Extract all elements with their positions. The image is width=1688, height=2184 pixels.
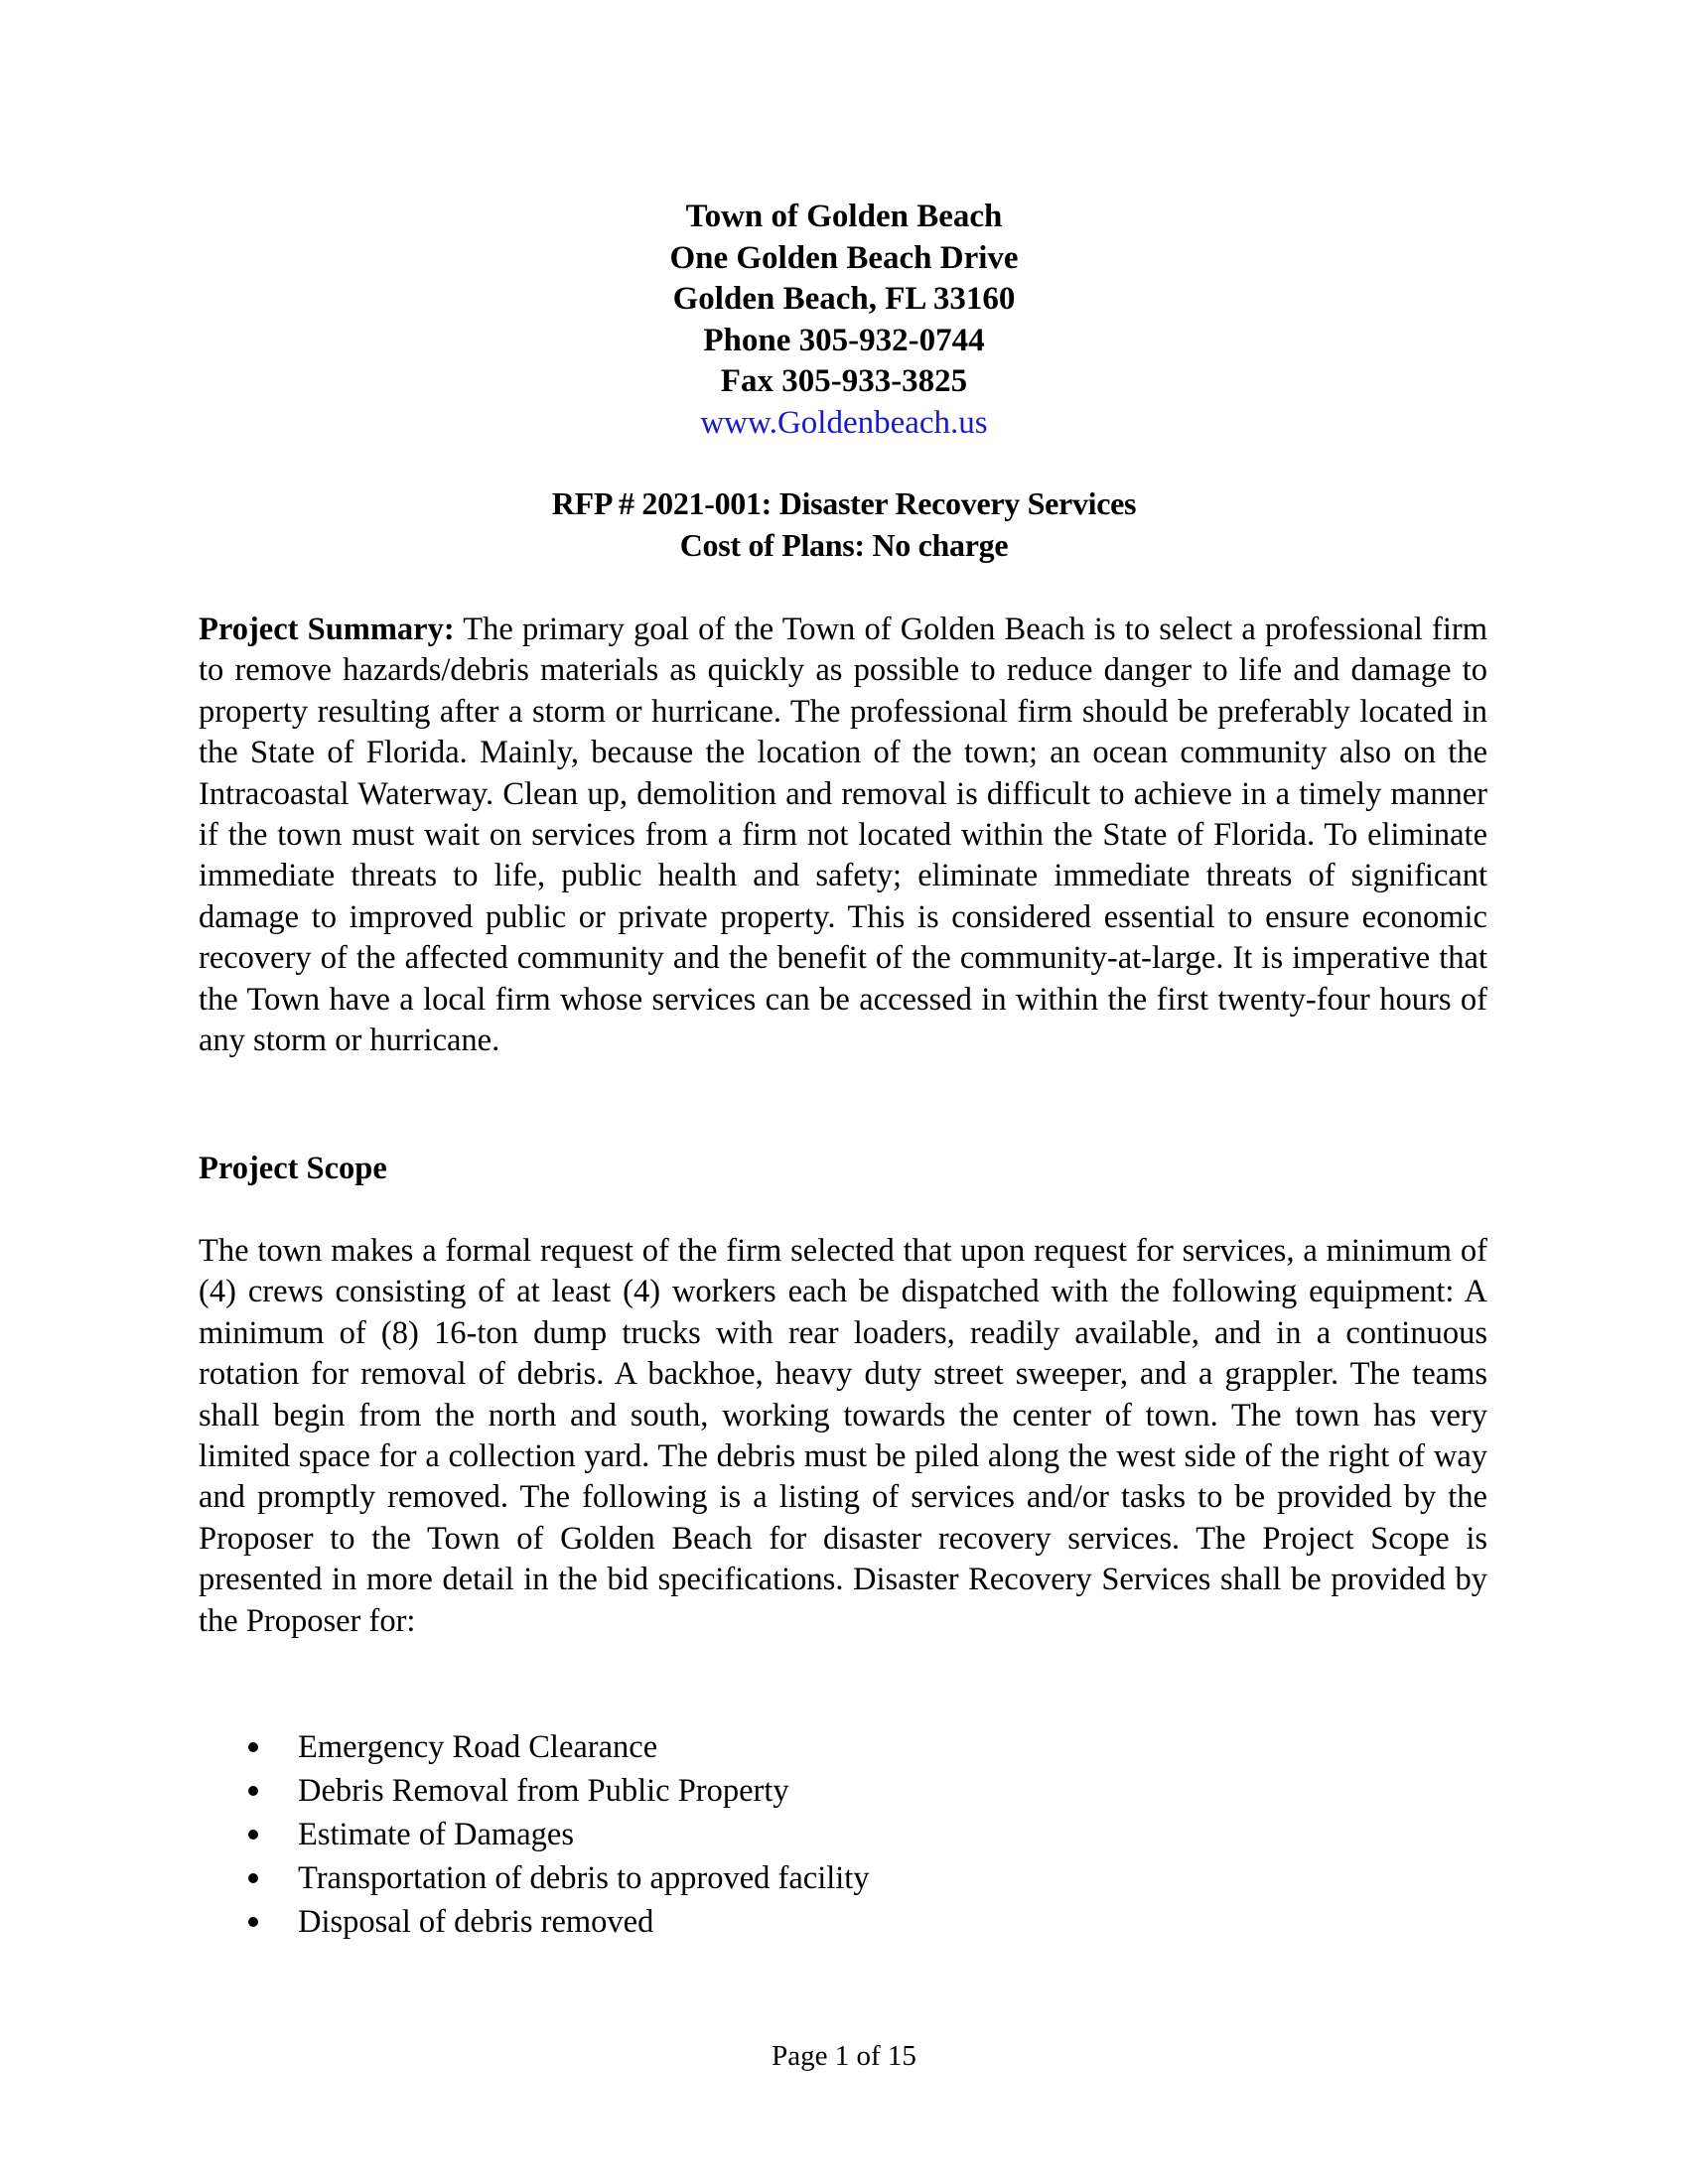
list-item — [199, 1769, 870, 1813]
rfp-heading — [0, 483, 1688, 566]
letterhead — [0, 197, 1688, 444]
bullet-icon — [248, 1873, 258, 1883]
service-label: Debris Removal from Public Property — [298, 1773, 789, 1809]
website-link[interactable]: www.Goldenbeach.us — [700, 404, 988, 441]
organization-name: Town of Golden Beach — [685, 199, 1003, 234]
project-summary-label: Project Summary: — [199, 612, 455, 647]
project-scope-heading: Project Scope — [199, 1151, 387, 1186]
project-scope-paragraph: The town makes a formal request of the firm selected that upon request for services, a minimum of (4) crews consisting of at least (4) workers each be dispatched with the following equipment: A minimum of (8) 16-ton dump trucks with rear loaders, readily available, and in a continuous rotation for removal of debris. A backhoe, heavy duty street sweeper, and a grappler. The teams shall begin from the north and south, working towards the center of town. The town has very limited space for a collection yard. The debris must be piled along the west side of the right of way and promptly removed. The following is a listing of services and/or tasks to be provided by the Proposer to the Town of Golden Beach for disaster recovery services. The Project Scope is presented in more detail in the bid specifications. Disaster Recovery Services shall be provided by the Proposer for: — [199, 1233, 1487, 1639]
address-line-1: One Golden Beach Drive — [669, 239, 1019, 276]
list-item — [199, 1856, 870, 1900]
page-number: Page 1 of 15 — [772, 2040, 916, 2072]
list-item — [199, 1900, 870, 1944]
rfp-cost: Cost of Plans: No charge — [679, 526, 1009, 563]
project-summary-text: The primary goal of the Town of Golden Beach is to select a professional firm to remove hazards/debris materials as quickly as possible to reduce danger to life and damage to property resulting after a storm or hurricane. The professional firm should be preferably located in the State of Florida. Mainly, because the location of the town; an ocean community also on the Intracoastal Waterway. Clean up, demolition and removal is difficult to achieve in a timely manner if the town must wait on services from a firm not located within the State of Florida. To eliminate immediate threats to life, public health and safety; eliminate immediate threats of significant damage to improved public or private property. This is considered essential to ensure economic recovery of the affected community and the benefit of the community-at-large. It is imperative that the Town have a local firm whose services can be accessed in within the first twenty-four hours of any storm or hurricane. — [199, 612, 1488, 1059]
rfp-title: RFP # 2021-001: Disaster Recovery Services — [551, 485, 1137, 521]
address-line-2: Golden Beach, FL 33160 — [672, 281, 1016, 317]
list-item — [199, 1725, 870, 1769]
phone-number: Phone 305-932-0744 — [703, 322, 985, 358]
service-label: Disposal of debris removed — [298, 1904, 654, 1940]
service-label: Emergency Road Clearance — [298, 1729, 658, 1765]
fax-number: Fax 305-933-3825 — [720, 363, 968, 399]
list-item — [199, 1813, 870, 1856]
bullet-icon — [248, 1786, 258, 1796]
service-label: Transportation of debris to approved facility — [298, 1860, 870, 1896]
services-list — [199, 1725, 870, 1944]
project-summary-paragraph — [199, 610, 1487, 1061]
bullet-icon — [248, 1742, 258, 1752]
bullet-icon — [248, 1830, 258, 1840]
service-label: Estimate of Damages — [298, 1817, 574, 1852]
bullet-icon — [248, 1917, 258, 1927]
